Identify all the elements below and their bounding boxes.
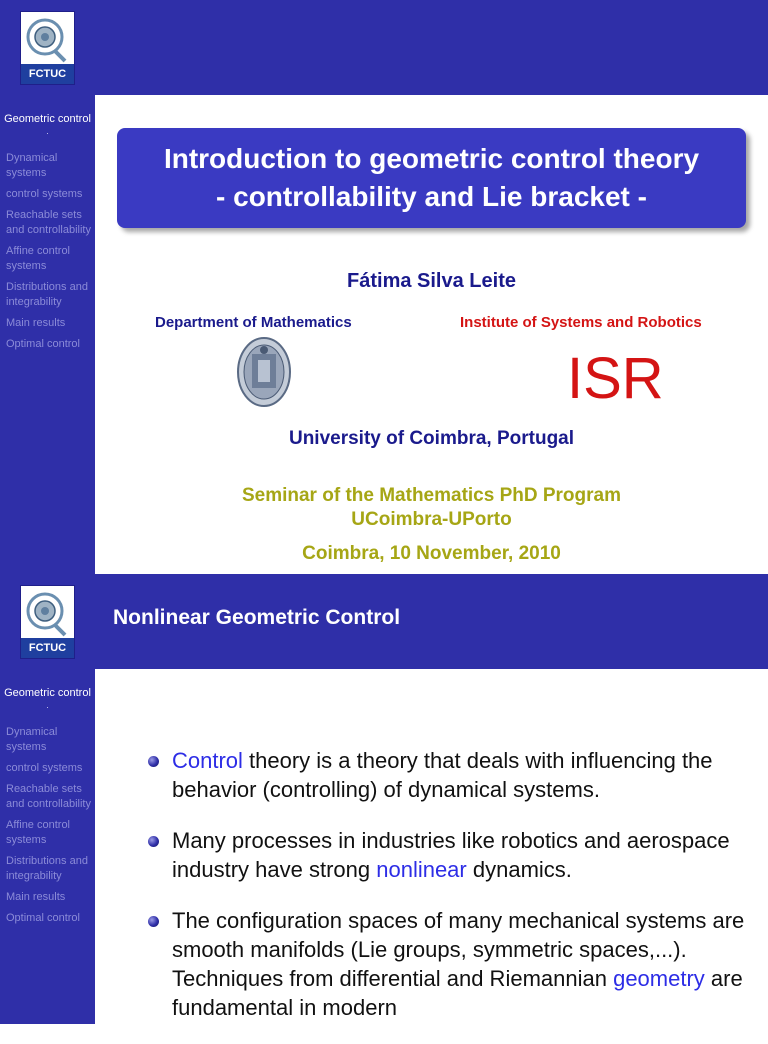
fctuc-logo: [20, 585, 75, 659]
seminar-label: [95, 484, 768, 532]
nav-item-control-systems[interactable]: control systems: [6, 762, 83, 774]
nav-item-main-results[interactable]: Main results: [6, 317, 66, 329]
bullet-dot-icon: [148, 836, 159, 847]
slide-title-line-1: Introduction to geometric control theory: [163, 143, 700, 174]
nav-item-dynamical-systems[interactable]: Dynamical systems: [6, 726, 58, 753]
bullet-dot-icon: [148, 756, 159, 767]
bullet-dot-icon: [148, 916, 159, 927]
department-label: Department of Mathematics: [155, 314, 352, 331]
nav-item-dynamical-systems[interactable]: Dynamical systems: [6, 152, 58, 179]
bullet-text: dynamics.: [466, 857, 572, 882]
nav-subsection-marker: .: [46, 126, 49, 136]
institute-label: Institute of Systems and Robotics: [460, 314, 702, 331]
author-name: Fátima Silva Leite: [347, 270, 516, 292]
nav-item-main-results[interactable]: Main results: [6, 891, 66, 903]
bullet-list: [148, 746, 758, 1044]
bullet-text: Many processes in industries like robotics and aerospace industry have strong: [172, 828, 730, 882]
keyword-nonlinear: nonlinear: [376, 857, 467, 882]
nav-item-optimal-control[interactable]: Optimal control: [6, 338, 80, 350]
header-bar: [0, 0, 768, 95]
section-nav: [0, 686, 95, 932]
fctuc-logo: [20, 11, 75, 85]
sidebar: [0, 0, 95, 574]
nav-item-reachable-sets[interactable]: Reachable sets and controllability: [6, 209, 91, 236]
svg-text:ISR: ISR: [567, 346, 664, 411]
logo-emblem-icon: [25, 15, 70, 63]
bullet-text: theory is a theory that deals with influencing the behavior (controlling) of dynamical systems.: [172, 748, 713, 802]
keyword-geometry: geometry: [613, 966, 705, 991]
sidebar: [0, 574, 95, 1024]
university-label: University of Coimbra, Portugal: [288, 428, 575, 449]
logo-label: FCTUC: [21, 638, 74, 658]
nav-item-affine-control[interactable]: Affine control systems: [6, 245, 71, 272]
bullet-text: The configuration spaces of many mechanical systems are smooth manifolds (Lie groups, symmetric spaces,...). Techniques from differential and Riemannian: [172, 908, 745, 991]
content-slide: [0, 574, 768, 1024]
title-box: [117, 128, 746, 228]
nav-item-affine-control[interactable]: Affine control systems: [6, 819, 71, 846]
slide-title-line-2: - controllability and Lie bracket -: [216, 181, 647, 212]
logo-emblem-icon: [25, 589, 70, 637]
nav-subsection-marker: .: [46, 700, 49, 710]
isr-logo-icon: [565, 338, 664, 411]
date-label: Coimbra, 10 November, 2010: [302, 543, 561, 564]
university-seal-icon: [236, 336, 292, 408]
nav-item-distributions[interactable]: Distributions and integrability: [6, 855, 88, 882]
bullet-text: are fundamental in modern: [172, 966, 743, 1020]
section-nav: [0, 112, 95, 358]
frame-title: Nonlinear Geometric Control: [113, 606, 401, 629]
nav-current-section[interactable]: Geometric control: [4, 113, 91, 125]
keyword-control: Control: [172, 748, 243, 773]
nav-item-control-systems[interactable]: control systems: [6, 188, 83, 200]
nav-item-optimal-control[interactable]: Optimal control: [6, 912, 80, 924]
nav-item-reachable-sets[interactable]: Reachable sets and controllability: [6, 783, 91, 810]
seminar-line-2: UCoimbra-UPorto: [351, 509, 512, 530]
bullet-item: [148, 746, 758, 804]
nav-current-section[interactable]: Geometric control: [4, 687, 91, 699]
nav-item-distributions[interactable]: Distributions and integrability: [6, 281, 88, 308]
bullet-item: [148, 826, 758, 884]
seminar-line-1: Seminar of the Mathematics PhD Program: [241, 485, 622, 506]
bullet-item: [148, 906, 758, 1022]
logo-label: FCTUC: [21, 64, 74, 84]
